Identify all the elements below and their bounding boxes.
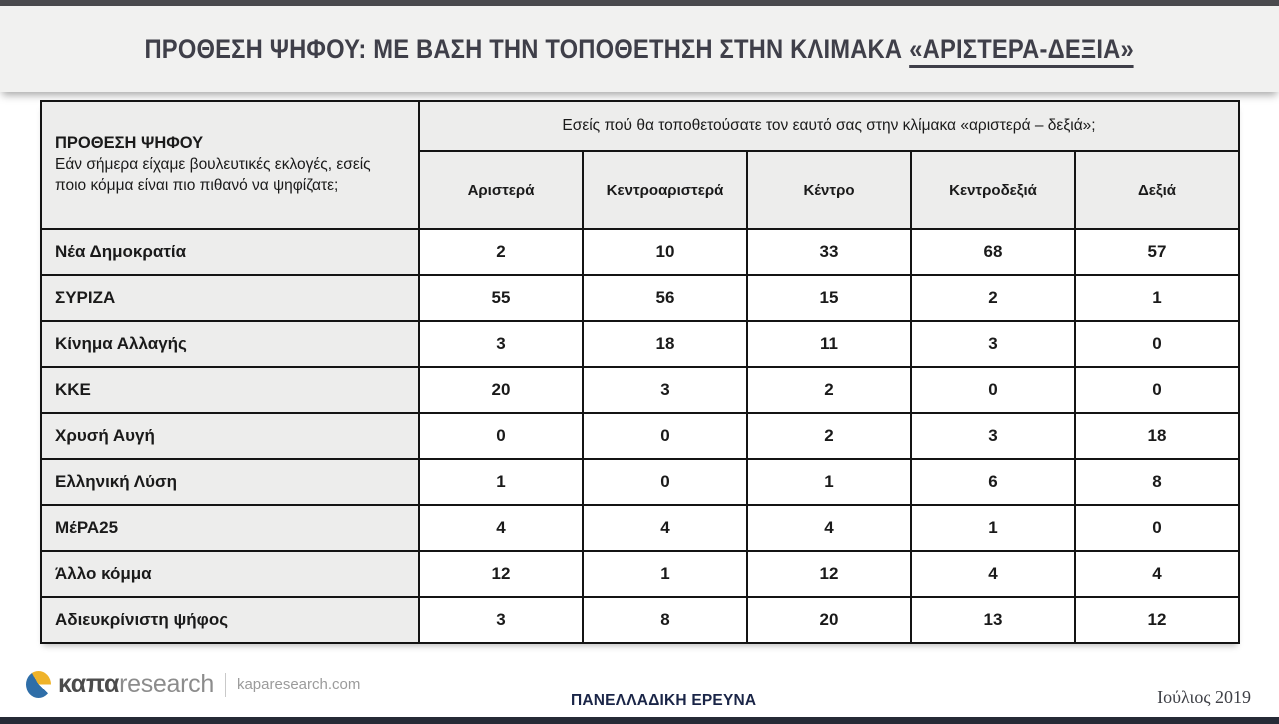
page-title-text: ΠΡΟΘΕΣΗ ΨΗΦΟΥ: ΜΕ ΒΑΣΗ ΤΗΝ ΤΟΠΟΘΕΤΗΣΗ ΣΤΗΝ ΚΛΙΜΑΚΑ xyxy=(144,33,903,64)
data-cell: 3 xyxy=(911,321,1075,367)
data-cell: 1 xyxy=(419,459,583,505)
table-row xyxy=(41,229,1239,275)
data-cell: 0 xyxy=(583,459,747,505)
row-label: Κίνημα Αλλαγής xyxy=(41,321,419,367)
data-cell: 3 xyxy=(583,367,747,413)
data-cell: 57 xyxy=(1075,229,1239,275)
table-row xyxy=(41,551,1239,597)
slide-header xyxy=(0,6,1279,92)
table-row xyxy=(41,459,1239,505)
data-cell: 0 xyxy=(419,413,583,459)
row-axis-header-cell xyxy=(41,101,419,229)
data-cell: 4 xyxy=(419,505,583,551)
data-cell: 11 xyxy=(747,321,911,367)
row-label: Ελληνική Λύση xyxy=(41,459,419,505)
row-axis-question: Εάν σήμερα είχαμε βουλευτικές εκλογές, εσείς ποιο κόμμα είναι πιο πιθανό να ψηφίζατε; xyxy=(55,156,371,194)
data-cell: 20 xyxy=(419,367,583,413)
column-header-left: Αριστερά xyxy=(419,151,583,229)
data-cell: 2 xyxy=(747,367,911,413)
row-label: Άλλο κόμμα xyxy=(41,551,419,597)
row-label: Χρυσή Αυγή xyxy=(41,413,419,459)
data-cell: 6 xyxy=(911,459,1075,505)
data-cell: 8 xyxy=(1075,459,1239,505)
data-cell: 8 xyxy=(583,597,747,643)
data-cell: 0 xyxy=(583,413,747,459)
data-cell: 0 xyxy=(1075,321,1239,367)
data-cell: 3 xyxy=(419,321,583,367)
column-header-center-right: Κεντροδεξιά xyxy=(911,151,1075,229)
page-title-underlined: «ΑΡΙΣΤΕΡΑ-ΔΕΞΙΑ» xyxy=(910,34,1135,68)
data-cell: 1 xyxy=(911,505,1075,551)
row-label: ΣΥΡΙΖΑ xyxy=(41,275,419,321)
results-table xyxy=(40,100,1240,644)
logo-divider xyxy=(225,673,226,697)
data-cell: 15 xyxy=(747,275,911,321)
data-cell: 68 xyxy=(911,229,1075,275)
table-row xyxy=(41,367,1239,413)
column-group-header: Εσείς πού θα τοποθετούσατε τον εαυτό σας στην κλίμακα «αριστερά – δεξιά»; xyxy=(419,101,1239,151)
slide-footer xyxy=(0,648,1279,717)
pie-logo-icon xyxy=(26,671,51,698)
data-cell: 18 xyxy=(583,321,747,367)
column-header-center-left: Κεντροαριστερά xyxy=(583,151,747,229)
column-header-center: Κέντρο xyxy=(747,151,911,229)
data-cell: 13 xyxy=(911,597,1075,643)
table-row xyxy=(41,597,1239,643)
data-cell: 0 xyxy=(911,367,1075,413)
row-label: Νέα Δημοκρατία xyxy=(41,229,419,275)
data-cell: 4 xyxy=(1075,551,1239,597)
row-label: ΚΚΕ xyxy=(41,367,419,413)
brand-bold: καπα xyxy=(58,670,120,698)
data-cell: 2 xyxy=(911,275,1075,321)
data-cell: 3 xyxy=(911,413,1075,459)
row-label: ΜέΡΑ25 xyxy=(41,505,419,551)
row-axis-title: ΠΡΟΘΕΣΗ ΨΗΦΟΥ xyxy=(55,134,204,153)
data-cell: 0 xyxy=(1075,367,1239,413)
data-cell: 4 xyxy=(911,551,1075,597)
data-cell: 2 xyxy=(747,413,911,459)
brand-text xyxy=(58,670,214,699)
data-cell: 4 xyxy=(583,505,747,551)
data-cell: 3 xyxy=(419,597,583,643)
data-cell: 33 xyxy=(747,229,911,275)
table-row xyxy=(41,275,1239,321)
data-cell: 10 xyxy=(583,229,747,275)
brand-light: research xyxy=(119,670,214,698)
data-cell: 1 xyxy=(1075,275,1239,321)
row-label: Αδιευκρίνιστη ψήφος xyxy=(41,597,419,643)
data-cell: 0 xyxy=(1075,505,1239,551)
data-cell: 56 xyxy=(583,275,747,321)
data-cell: 2 xyxy=(419,229,583,275)
table-header-row-group xyxy=(41,101,1239,151)
data-cell: 18 xyxy=(1075,413,1239,459)
page-title xyxy=(145,34,1134,65)
table-row xyxy=(41,321,1239,367)
date-label: Ιούλιος 2019 xyxy=(1157,687,1251,707)
data-cell: 55 xyxy=(419,275,583,321)
site-url: kaparesearch.com xyxy=(236,676,361,693)
data-cell: 20 xyxy=(747,597,911,643)
data-cell: 12 xyxy=(747,551,911,597)
survey-type-label: ΠΑΝΕΛΛΑΔΙΚΗ ΕΡΕΥΝΑ xyxy=(571,692,757,709)
data-cell: 1 xyxy=(747,459,911,505)
data-cell: 12 xyxy=(1075,597,1239,643)
data-cell: 12 xyxy=(419,551,583,597)
bottom-accent-bar xyxy=(0,717,1279,724)
table-row xyxy=(41,413,1239,459)
data-cell: 1 xyxy=(583,551,747,597)
table-row xyxy=(41,505,1239,551)
data-cell: 4 xyxy=(747,505,911,551)
column-header-right: Δεξιά xyxy=(1075,151,1239,229)
kapa-research-logo xyxy=(26,670,360,699)
